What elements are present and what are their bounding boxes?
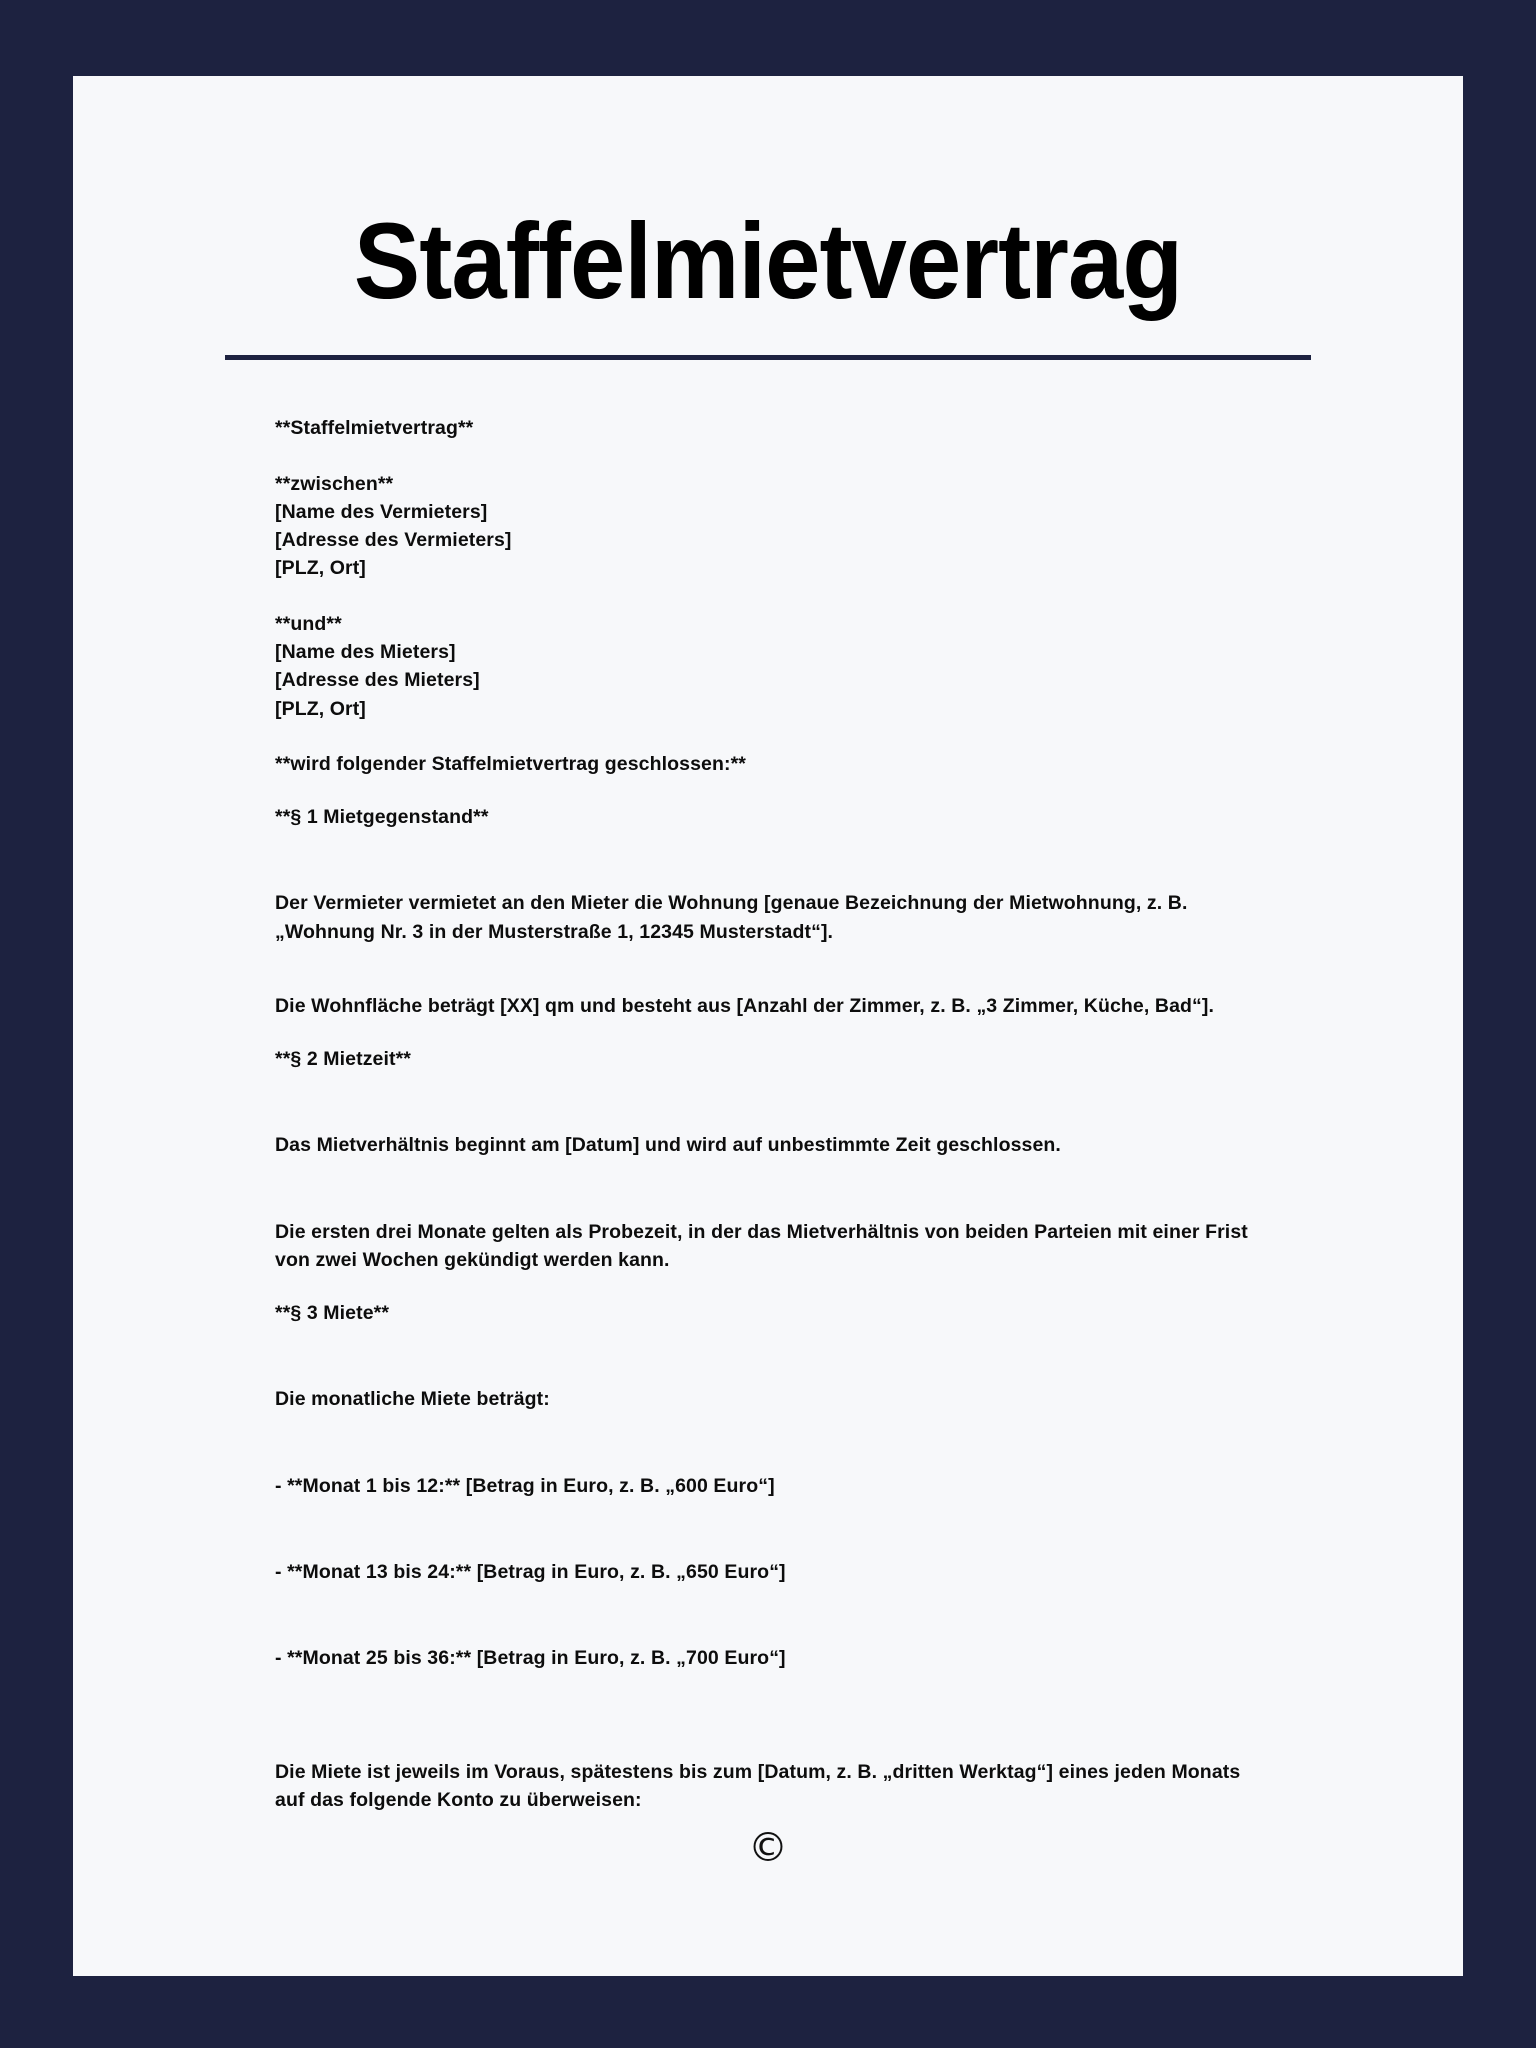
spacer <box>275 723 1315 750</box>
spacer <box>275 1274 1315 1299</box>
tenant-address: [Adresse des Mieters] <box>275 669 480 692</box>
spacer <box>275 1160 1315 1218</box>
section-1-paragraph-1: Der Vermieter vermietet an den Mieter die Wohnung [genaue Bezeichnung der Mietwohnung, z. B. „Wohnung Nr. 3 in der Musterstraße 1, 12345 Musterstadt“]. <box>275 892 1194 943</box>
page-title: Staffelmietvertrag <box>353 200 1183 321</box>
spacer <box>275 1673 1315 1731</box>
spacer <box>275 778 1315 803</box>
rent-tier-item: - **Monat 1 bis 12:** [Betrag in Euro, z. B. „600 Euro“] <box>275 1474 775 1497</box>
spacer <box>275 1073 1315 1131</box>
copyright-icon: © <box>748 1825 788 1871</box>
section-3-intro: Die monatliche Miete beträgt: <box>275 1388 550 1411</box>
section-3-payment-paragraph: Die Miete ist jeweils im Voraus, spätestens bis zum [Datum, z. B. „dritten Werktag“] eines jeden Monats auf das folgende Konto zu überweisen: <box>275 1760 1246 1811</box>
landlord-name: [Name des Vermieters] <box>275 500 488 523</box>
spacer <box>275 583 1315 610</box>
spacer <box>275 1327 1315 1385</box>
landlord-address: [Adresse des Vermieters] <box>275 529 512 552</box>
spacer <box>275 1731 1315 1758</box>
contract-heading-line: **Staffelmietvertrag** <box>275 417 474 440</box>
spacer <box>275 946 1315 992</box>
spacer <box>275 443 1315 470</box>
spacer <box>275 1586 1315 1644</box>
section-2-paragraph-2: Die ersten drei Monate gelten als Probezeit, in der das Mietverhältnis von beiden Parteien mit einer Frist von zwei Wochen gekündigt werden kann. <box>275 1220 1254 1271</box>
section-3-heading: **§ 3 Miete** <box>275 1302 390 1325</box>
section-2-heading: **§ 2 Mietzeit** <box>275 1048 411 1071</box>
spacer <box>275 1020 1315 1045</box>
landlord-label: **zwischen** <box>275 472 394 495</box>
tenant-name: [Name des Mieters] <box>275 640 456 663</box>
document-body <box>73 360 1463 1814</box>
landlord-city: [PLZ, Ort] <box>275 557 366 580</box>
rent-tier-item: - **Monat 25 bis 36:** [Betrag in Euro, z. B. „700 Euro“] <box>275 1647 786 1670</box>
section-2-paragraph-1: Das Mietverhältnis beginnt am [Datum] und wird auf unbestimmte Zeit geschlossen. <box>275 1134 1061 1157</box>
preamble-line: **wird folgender Staffelmietvertrag geschlossen:** <box>275 752 746 775</box>
document-sheet <box>73 76 1463 1976</box>
section-1-heading: **§ 1 Mietgegenstand** <box>275 806 489 829</box>
tenant-label: **und** <box>275 612 342 635</box>
section-1-paragraph-2: Die Wohnfläche beträgt [XX] qm und besteht aus [Anzahl der Zimmer, z. B. „3 Zimmer, Küche, Bad“]. <box>275 994 1214 1017</box>
spacer <box>275 831 1315 889</box>
tenant-city: [PLZ, Ort] <box>275 697 366 720</box>
spacer <box>275 1500 1315 1558</box>
footer-mark <box>73 1825 1463 1976</box>
rent-tier-item: - **Monat 13 bis 24:** [Betrag in Euro, z. B. „650 Euro“] <box>275 1560 786 1583</box>
spacer <box>275 1414 1315 1472</box>
